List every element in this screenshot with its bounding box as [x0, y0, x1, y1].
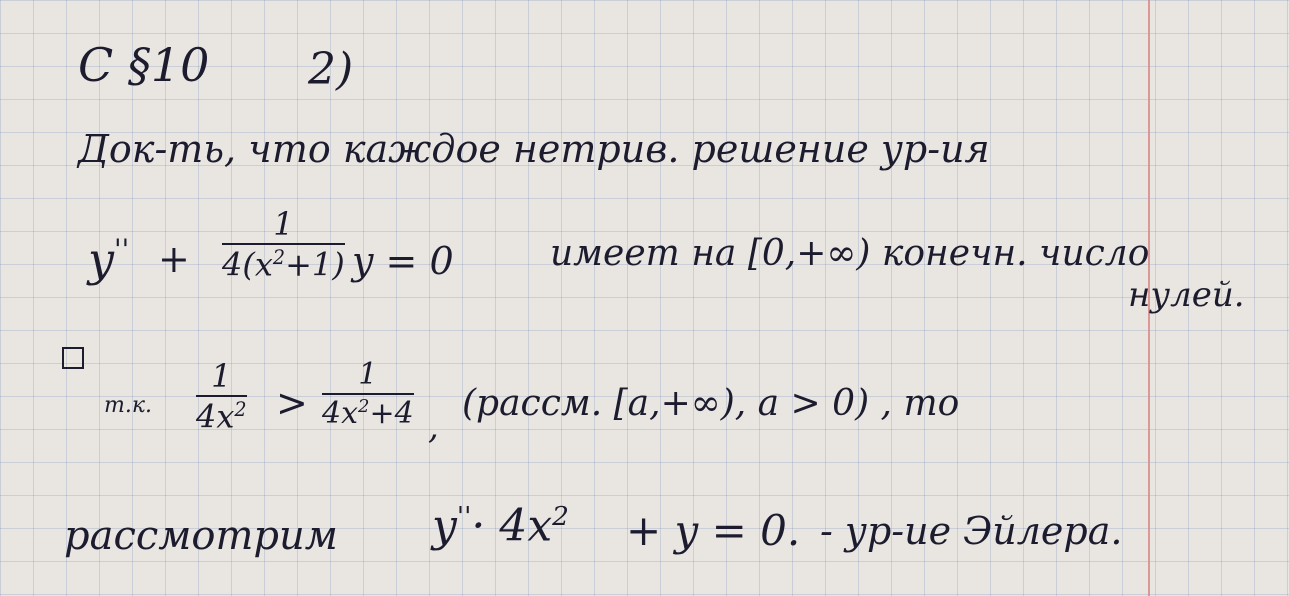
- equation-tail: y = 0: [352, 239, 454, 283]
- proof-start-box: [62, 347, 84, 369]
- euler-equation: $y''\cdot 4x^2$: [432, 500, 569, 552]
- equation-fraction: 1 $4(x^2+1)$: [222, 205, 345, 284]
- claim-line-1: имеет на [0,+∞) конечн. число: [550, 233, 1150, 274]
- proof-greater-than: >: [276, 381, 308, 425]
- proof-comma: ,: [428, 407, 439, 447]
- equation-plus: +: [158, 237, 190, 281]
- problem-statement: Док-ть, что каждое нетрив. решение ур-ия: [78, 127, 990, 171]
- proof-consider-word: рассмотрим: [64, 513, 338, 559]
- euler-equation-tail: + y = 0.: [626, 506, 801, 555]
- claim-line-2: нулей.: [1128, 275, 1245, 315]
- proof-fraction-2: 1 $4x^2+4$: [322, 357, 414, 431]
- equation-y: y'': [88, 232, 130, 287]
- proof-tk: т.к.: [104, 393, 152, 418]
- item-number: 2): [308, 44, 354, 95]
- proof-consider-clause: (рассм. [a,+∞), a > 0) , то: [462, 383, 960, 424]
- euler-note: - ур-ие Эйлера.: [820, 509, 1123, 553]
- proof-fraction-1: 1 $4x^2$: [196, 357, 247, 436]
- section-heading: C §10: [78, 38, 210, 92]
